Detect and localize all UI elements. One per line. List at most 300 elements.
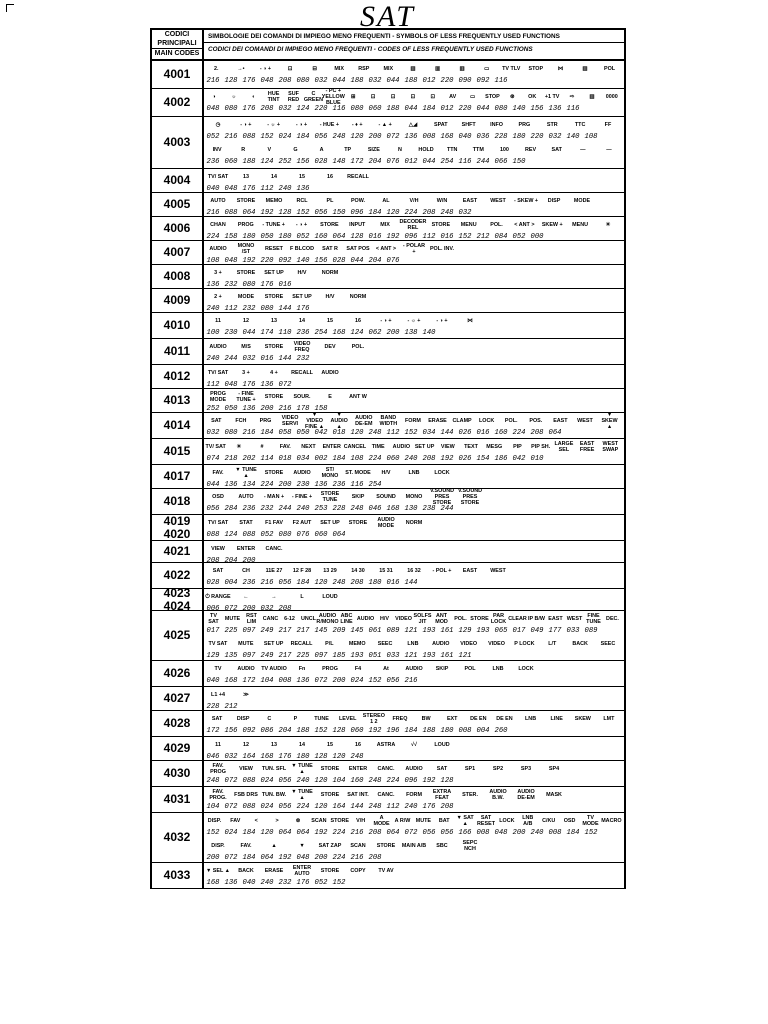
function-code: 040 bbox=[242, 879, 256, 887]
function-code: 108 bbox=[206, 257, 220, 265]
function-symbol: IP B/W bbox=[528, 616, 545, 622]
function-code: 129 bbox=[458, 627, 472, 635]
function-symbol: FORM bbox=[404, 418, 421, 424]
function-symbol: MUTE bbox=[224, 616, 241, 622]
function-symbol: - ◑ + bbox=[295, 222, 308, 228]
function-code: 236 bbox=[206, 158, 220, 166]
code-values-row bbox=[204, 777, 624, 786]
function-symbol: < ANT > bbox=[375, 246, 397, 252]
function-code: 032 bbox=[224, 753, 238, 761]
function-code: 236 bbox=[242, 579, 256, 587]
function-symbol: TV/ SAT bbox=[207, 370, 229, 376]
function-symbol: SAT bbox=[436, 766, 448, 772]
function-code: 240 bbox=[278, 185, 292, 193]
function-symbol: 13 bbox=[271, 318, 277, 324]
main-code-cell bbox=[152, 365, 204, 388]
function-code: 208 bbox=[278, 77, 292, 85]
function-code: 048 bbox=[224, 185, 238, 193]
function-symbol: RESET bbox=[265, 246, 283, 252]
function-code: 088 bbox=[242, 803, 256, 811]
function-code: 217 bbox=[278, 652, 292, 660]
function-symbol: SKEW + bbox=[541, 222, 563, 228]
function-code: 160 bbox=[314, 233, 328, 241]
function-symbol: - ◑ + bbox=[259, 66, 272, 72]
function-code: 116 bbox=[566, 105, 580, 113]
function-symbol: DE EN bbox=[470, 716, 487, 722]
function-code: 130 bbox=[404, 505, 418, 513]
symbol-row bbox=[204, 661, 624, 677]
function-code: 116 bbox=[350, 481, 364, 489]
function-symbol: TTC bbox=[574, 122, 586, 128]
function-code: 202 bbox=[242, 455, 256, 463]
function-symbol: ✳ bbox=[236, 444, 242, 450]
function-code: 092 bbox=[242, 727, 256, 735]
function-symbol: ⊞ bbox=[350, 94, 356, 100]
function-code: 240 bbox=[206, 305, 220, 313]
function-symbol: - ◑ + bbox=[380, 318, 392, 324]
function-symbol: - ☼ + bbox=[267, 122, 281, 128]
function-code: 024 bbox=[278, 133, 292, 141]
function-symbol: F4 bbox=[354, 666, 362, 672]
function-code: 225 bbox=[224, 627, 238, 635]
function-symbol: 2. bbox=[214, 66, 219, 72]
function-code: 172 bbox=[206, 727, 220, 735]
function-code: 104 bbox=[260, 677, 274, 685]
function-code: 112 bbox=[386, 429, 400, 437]
function-code: 260 bbox=[494, 727, 508, 735]
code-values-row bbox=[204, 627, 624, 636]
function-code: 220 bbox=[458, 105, 472, 113]
symbol-row bbox=[204, 813, 624, 829]
function-code: 120 bbox=[314, 803, 328, 811]
function-code: 200 bbox=[512, 829, 526, 837]
function-symbol: F2 AUT bbox=[292, 520, 312, 526]
function-code: 136 bbox=[404, 133, 418, 141]
code-values-row bbox=[204, 829, 624, 838]
function-symbol: SAT RESET bbox=[477, 815, 496, 827]
function-symbol: NORM bbox=[405, 520, 423, 526]
main-code-cell bbox=[152, 585, 204, 613]
function-symbol: FAV. PROG bbox=[210, 763, 226, 775]
function-symbol: MEMO bbox=[265, 198, 283, 204]
function-code: 032 bbox=[314, 77, 328, 85]
function-code: 148 bbox=[332, 158, 346, 166]
function-code: 052 bbox=[314, 879, 328, 887]
function-symbol: < ANT > bbox=[514, 222, 535, 228]
function-symbol: ▼ bbox=[299, 843, 305, 849]
function-symbol: WEST bbox=[577, 418, 593, 424]
function-code: 124 bbox=[260, 158, 274, 166]
function-symbol: ERASE bbox=[428, 418, 447, 424]
function-code: 188 bbox=[350, 77, 364, 85]
function-symbol: N bbox=[397, 147, 402, 153]
function-code: 004 bbox=[224, 579, 238, 587]
function-code: 004 bbox=[476, 727, 490, 735]
main-code-cell bbox=[152, 313, 204, 338]
function-symbol: SP2 bbox=[492, 766, 504, 772]
table-row bbox=[152, 265, 626, 289]
function-symbol: - POLAR + bbox=[402, 243, 426, 255]
function-symbol: TUNE bbox=[314, 716, 329, 722]
function-code: 048 bbox=[296, 854, 310, 862]
function-symbol: 14 bbox=[299, 742, 305, 748]
function-symbol: CLAMP bbox=[452, 418, 472, 424]
function-code: 193 bbox=[350, 652, 364, 660]
function-code: 048 bbox=[224, 381, 238, 389]
function-symbol: MACRO bbox=[601, 818, 622, 824]
function-symbol: LOUD bbox=[434, 742, 450, 748]
function-symbol: H/V bbox=[325, 294, 335, 300]
function-symbol: - SKEW + bbox=[513, 198, 539, 204]
main-code-cell bbox=[152, 217, 204, 240]
function-code: 072 bbox=[278, 381, 292, 389]
function-symbol: NORM bbox=[321, 270, 339, 276]
functions-cell bbox=[204, 787, 626, 812]
function-code: 060 bbox=[314, 531, 328, 539]
function-symbol: LNB bbox=[492, 666, 504, 672]
function-code: 050 bbox=[224, 405, 238, 413]
function-code: 152 bbox=[368, 677, 382, 685]
function-symbol: 0000 bbox=[605, 94, 618, 100]
main-code: 4009 bbox=[163, 293, 191, 307]
function-symbol: TV SAT bbox=[208, 613, 219, 625]
symbol-row bbox=[204, 89, 624, 105]
function-code: 012 bbox=[422, 77, 436, 85]
function-code: 184 bbox=[260, 429, 274, 437]
function-symbol: STORE bbox=[431, 222, 451, 228]
function-symbol: TIME bbox=[371, 444, 385, 450]
function-code: 056 bbox=[422, 829, 436, 837]
function-code: 220 bbox=[440, 77, 454, 85]
function-symbol: ◷ bbox=[215, 122, 221, 128]
functions-cell bbox=[204, 541, 626, 565]
symbol-row bbox=[204, 365, 624, 381]
main-code-cell bbox=[152, 117, 204, 168]
functions-cell bbox=[204, 265, 626, 288]
function-code: 208 bbox=[440, 803, 454, 811]
function-code: 112 bbox=[386, 803, 400, 811]
function-symbol: AUDIO R/MONO bbox=[316, 613, 339, 625]
function-code: 248 bbox=[332, 133, 346, 141]
functions-cell bbox=[204, 241, 626, 264]
function-symbol: M/S bbox=[241, 344, 251, 350]
main-code-cell bbox=[152, 389, 204, 412]
function-symbol: LOUD bbox=[322, 594, 338, 600]
table-row bbox=[152, 217, 626, 241]
function-code: 252 bbox=[278, 158, 292, 166]
function-symbol: STORE bbox=[470, 616, 489, 622]
function-symbol: W/N bbox=[436, 198, 448, 204]
main-code: 4011 bbox=[163, 344, 191, 358]
function-code: 180 bbox=[296, 753, 310, 761]
functions-cell bbox=[204, 61, 626, 88]
main-codes-label: MAIN CODES bbox=[152, 48, 202, 59]
function-symbol: ▭ bbox=[484, 66, 490, 72]
table-row bbox=[152, 465, 626, 489]
main-code: 4017 bbox=[163, 469, 191, 483]
function-symbol: ▼ VIDEO FINE ▲ bbox=[305, 412, 325, 430]
function-symbol: ⏻ RANGE bbox=[205, 594, 231, 600]
function-symbol: MODE bbox=[237, 294, 255, 300]
function-symbol: LINE bbox=[550, 716, 563, 722]
function-symbol: EAST bbox=[548, 616, 563, 622]
function-symbol: P/L bbox=[325, 641, 334, 647]
function-code: 092 bbox=[476, 77, 490, 85]
function-code: 168 bbox=[260, 753, 274, 761]
function-symbol: ERASE bbox=[264, 868, 284, 874]
main-code-cell bbox=[152, 241, 204, 264]
function-symbol: TUN. BW. bbox=[261, 792, 287, 798]
function-code: 080 bbox=[296, 77, 310, 85]
function-symbol: ▼ SEL ▲ bbox=[205, 868, 231, 874]
main-code: 4022 bbox=[163, 568, 191, 582]
function-symbol: SP4 bbox=[548, 766, 560, 772]
function-symbol: 3 + bbox=[214, 270, 222, 276]
code-values-row bbox=[204, 879, 624, 888]
function-symbol: TV/ SAT bbox=[205, 444, 226, 450]
function-code: 240 bbox=[296, 505, 310, 513]
function-code: 136 bbox=[242, 405, 256, 413]
function-code: 134 bbox=[242, 481, 256, 489]
function-code: 168 bbox=[224, 677, 238, 685]
function-symbol: AUDIO bbox=[293, 470, 311, 476]
symbol-row bbox=[204, 217, 624, 233]
function-symbol: FF bbox=[604, 122, 612, 128]
function-code: 184 bbox=[242, 854, 256, 862]
function-symbol: 14 bbox=[299, 318, 305, 324]
symbol-row bbox=[204, 787, 624, 803]
function-symbol: SET UP bbox=[320, 520, 340, 526]
function-code: 168 bbox=[206, 879, 220, 887]
function-code: 108 bbox=[350, 455, 364, 463]
function-symbol: F BLCOD bbox=[290, 246, 314, 252]
function-code: 097 bbox=[242, 652, 256, 660]
function-code: 188 bbox=[242, 158, 256, 166]
function-symbol: STORE bbox=[320, 222, 339, 228]
function-code: 254 bbox=[440, 158, 454, 166]
function-symbol: 2 + bbox=[214, 294, 222, 300]
function-symbol: ▥ bbox=[410, 66, 416, 72]
function-symbol: ⊡ bbox=[390, 94, 396, 100]
function-symbol: POW. bbox=[350, 198, 366, 204]
function-code: 224 bbox=[332, 829, 346, 837]
symbol-row bbox=[204, 563, 624, 579]
function-symbol: ▥ bbox=[434, 66, 441, 72]
table-row bbox=[152, 489, 626, 515]
function-code: 208 bbox=[278, 605, 292, 613]
function-code: 044 bbox=[242, 329, 256, 337]
function-symbol: 15 bbox=[327, 318, 333, 324]
function-code: 248 bbox=[368, 777, 382, 785]
function-code: 110 bbox=[278, 329, 292, 337]
main-code: 4031 bbox=[163, 792, 191, 806]
function-symbol: ⊡ bbox=[410, 94, 416, 100]
function-code: 064 bbox=[332, 531, 346, 539]
function-code: 012 bbox=[440, 105, 454, 113]
function-code: 152 bbox=[206, 829, 220, 837]
function-code: 116 bbox=[458, 158, 472, 166]
function-symbol: CANCEL bbox=[343, 444, 367, 450]
function-code: 192 bbox=[422, 777, 436, 785]
function-symbol: ▥ bbox=[589, 94, 595, 100]
function-symbol: POL bbox=[464, 666, 476, 672]
function-symbol: ANT MOD bbox=[435, 613, 448, 625]
code-values-row bbox=[204, 579, 624, 588]
function-symbol: TV/ SAT bbox=[207, 174, 229, 180]
function-code: 209 bbox=[332, 627, 346, 635]
function-symbol: PROG bbox=[237, 222, 254, 228]
symbol-row bbox=[204, 737, 624, 753]
function-symbol: SET UP bbox=[414, 444, 435, 450]
symbol-row bbox=[204, 687, 624, 703]
function-code: 072 bbox=[224, 854, 238, 862]
function-symbol: SEEC bbox=[600, 641, 616, 647]
function-code: 184 bbox=[368, 209, 382, 217]
function-code: 144 bbox=[350, 803, 364, 811]
function-symbol: SKEW bbox=[574, 716, 591, 722]
function-code: 200 bbox=[242, 605, 256, 613]
function-code: 129 bbox=[206, 652, 220, 660]
functions-cell bbox=[204, 339, 626, 364]
codes-label: CODICI bbox=[164, 31, 190, 38]
function-symbol: WEST SWAP bbox=[602, 441, 619, 453]
function-symbol: V.SOUND PRES STORE bbox=[429, 488, 455, 506]
function-code: 156 bbox=[530, 105, 544, 113]
function-code: 034 bbox=[422, 429, 436, 437]
function-symbol: INV bbox=[212, 147, 222, 153]
main-code-cell bbox=[152, 541, 204, 562]
function-code: 136 bbox=[296, 677, 310, 685]
function-code: 060 bbox=[386, 455, 400, 463]
function-code: 186 bbox=[494, 455, 508, 463]
function-code: 166 bbox=[458, 829, 472, 837]
function-symbol: DEC. bbox=[606, 616, 619, 622]
function-code: 090 bbox=[458, 77, 472, 85]
function-symbol: TV MODE bbox=[582, 815, 599, 827]
function-symbol: ⊡ bbox=[287, 66, 293, 72]
codes-heading: CODICI DEI COMANDI DI IMPIEGO MENO FREQUENTI - CODES OF LESS FREQUENTLY USED FUNCTIONS bbox=[208, 46, 533, 53]
function-symbol: H/V bbox=[381, 470, 391, 476]
function-symbol: 100 bbox=[499, 147, 509, 153]
function-symbol: - ▲ + bbox=[378, 122, 392, 128]
functions-cell bbox=[204, 217, 626, 240]
function-symbol: WEST bbox=[566, 616, 583, 622]
function-symbol: 16 32 bbox=[407, 568, 421, 574]
function-code: 184 bbox=[332, 455, 346, 463]
function-code: 208 bbox=[422, 209, 436, 217]
function-symbol: STR bbox=[546, 122, 558, 128]
function-symbol: SP1 bbox=[464, 766, 476, 772]
function-code: 161 bbox=[440, 627, 454, 635]
main-code: 4001 bbox=[163, 67, 191, 81]
function-code: 240 bbox=[530, 829, 544, 837]
function-code: 217 bbox=[278, 627, 292, 635]
main-code: 4030 bbox=[163, 766, 191, 780]
function-symbol: SAT bbox=[211, 716, 223, 722]
function-code: 236 bbox=[332, 481, 346, 489]
function-code: 056 bbox=[314, 133, 328, 141]
main-code: 4020 bbox=[163, 526, 191, 541]
function-code: 033 bbox=[566, 627, 580, 635]
function-symbol: PROG MODE bbox=[209, 391, 227, 403]
main-code: 4018 bbox=[163, 494, 191, 508]
function-code: 160 bbox=[350, 777, 364, 785]
function-code: 042 bbox=[314, 429, 328, 437]
function-symbol: ▼ SKEW ▲ bbox=[601, 412, 618, 430]
functions-cell bbox=[204, 289, 626, 312]
function-symbol: ⇨ bbox=[569, 94, 575, 100]
function-symbol: DISP. bbox=[207, 818, 222, 824]
function-symbol: VIDEO SERVI bbox=[281, 415, 299, 427]
function-code: 140 bbox=[296, 257, 310, 265]
function-symbol: 16 bbox=[355, 318, 361, 324]
function-code: 128 bbox=[440, 777, 454, 785]
function-symbol: DECODER REL bbox=[399, 219, 427, 231]
function-symbol: C GREEN bbox=[303, 91, 323, 103]
function-symbol: TTN bbox=[446, 147, 458, 153]
function-code: 044 bbox=[476, 105, 490, 113]
function-symbol: DISP bbox=[547, 198, 561, 204]
function-symbol: PL bbox=[326, 198, 334, 204]
function-code: 145 bbox=[350, 627, 364, 635]
functions-cell bbox=[204, 193, 626, 216]
function-symbol: TV SAT bbox=[208, 641, 228, 647]
function-code: 016 bbox=[476, 429, 490, 437]
function-symbol: AUDIO bbox=[405, 666, 423, 672]
function-code: 224 bbox=[386, 777, 400, 785]
function-symbol: POL. bbox=[504, 418, 518, 424]
function-code: 128 bbox=[350, 233, 364, 241]
table-row bbox=[152, 365, 626, 389]
functions-cell bbox=[204, 465, 626, 488]
function-symbol: SOLFS JIT bbox=[413, 613, 432, 625]
function-symbol: E bbox=[328, 394, 332, 400]
function-code: 174 bbox=[260, 329, 274, 337]
function-symbol: L bbox=[300, 594, 304, 600]
function-symbol: STOP bbox=[528, 66, 544, 72]
table-row bbox=[152, 813, 626, 863]
function-symbol: FORM bbox=[406, 792, 422, 798]
function-code: 152 bbox=[314, 727, 328, 735]
function-symbol: FINE TUNE bbox=[586, 613, 601, 625]
function-symbol: ☼ bbox=[231, 94, 237, 100]
function-code: 042 bbox=[512, 455, 526, 463]
function-symbol: VIDEO bbox=[460, 641, 478, 647]
function-symbol: RCL bbox=[296, 198, 308, 204]
table-row bbox=[152, 193, 626, 217]
function-code: 092 bbox=[278, 257, 292, 265]
function-code: 193 bbox=[422, 652, 436, 660]
table-row bbox=[152, 515, 626, 541]
function-code: 248 bbox=[332, 579, 346, 587]
function-symbol: - TUNE + bbox=[262, 222, 285, 228]
table-row bbox=[152, 389, 626, 413]
main-code-cell bbox=[152, 193, 204, 216]
function-code: 248 bbox=[368, 803, 382, 811]
function-code: 188 bbox=[296, 727, 310, 735]
function-code: 192 bbox=[242, 257, 256, 265]
function-symbol: R bbox=[241, 147, 246, 153]
function-code: 120 bbox=[350, 133, 364, 141]
function-code: 044 bbox=[206, 481, 220, 489]
function-symbol: MONO /ST bbox=[237, 243, 255, 255]
function-code: 062 bbox=[368, 329, 382, 337]
function-code: 216 bbox=[278, 405, 292, 413]
main-code-cell bbox=[152, 265, 204, 288]
function-symbol: SOUR. bbox=[293, 394, 311, 400]
function-symbol: OK bbox=[528, 94, 537, 100]
main-code-cell bbox=[152, 169, 204, 192]
